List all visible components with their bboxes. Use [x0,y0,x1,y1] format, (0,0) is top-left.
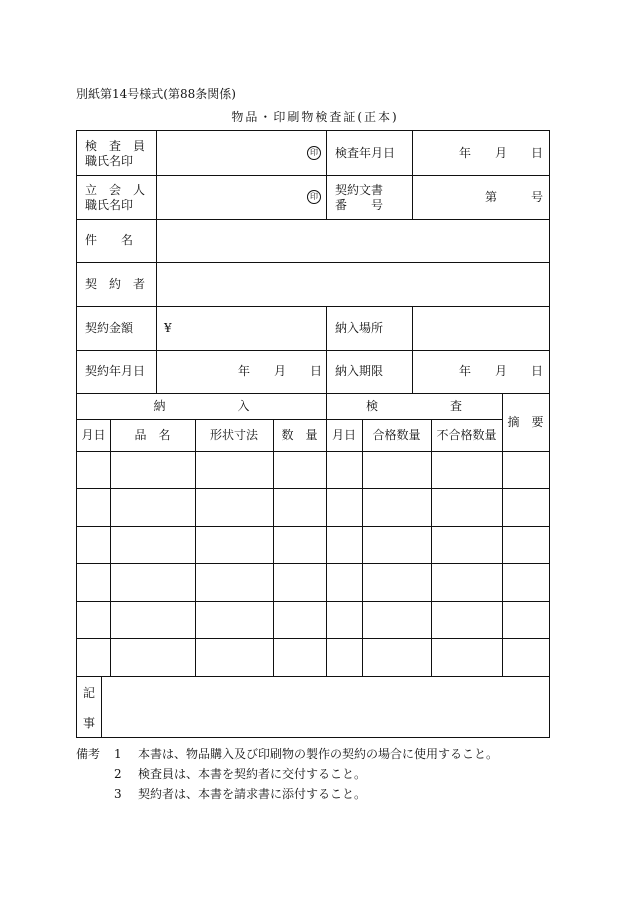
remarks-field[interactable] [102,677,549,737]
inspection-form [76,130,550,738]
col-header-date: 月日 [81,428,106,442]
month-label: 月 [494,146,507,160]
summary-header: 摘 要 [507,415,544,429]
day-label: 日 [530,146,543,160]
day-label: 日 [309,364,322,378]
delivery-place-label: 納入場所 [335,321,384,335]
contract-date-label: 契約年月日 [85,364,146,378]
contract-amount-label: 契約金額 [85,321,134,335]
note-number: 2 [114,767,122,781]
table-row[interactable] [77,452,549,488]
subject-label: 件 名 [85,233,134,247]
contractor-label: 契 約 者 [85,277,146,291]
inspector-field[interactable] [157,132,307,174]
number-suffix: 号 [530,190,543,204]
contract-date-field[interactable] [238,364,322,378]
contract-amount-field[interactable] [177,307,325,350]
contract-doc-label: 契約文書 [335,183,384,197]
col-divider [156,306,157,393]
seal-icon: 印 [307,146,321,160]
col-header-inspection-date: 月日 [331,428,356,442]
inspector-name-seal-label: 職氏名印 [85,154,134,168]
row-divider [77,393,549,394]
remarks-label-top: 記 [83,686,96,700]
col-header-dimensions: 形状寸法 [209,428,258,442]
year-label: 年 [459,364,472,378]
note-item [76,764,498,784]
inspector-label: 検 査 員 [85,139,146,153]
note-item [76,744,498,764]
delivery-deadline-field[interactable] [459,364,543,378]
inspection-group-header: 検 査 [365,399,462,413]
month-label: 月 [494,364,507,378]
notes-section [76,744,498,804]
table-row[interactable] [77,602,549,638]
notes-label: 備考 [76,747,101,761]
delivery-place-field[interactable] [413,307,549,350]
contractor-field[interactable] [157,263,549,306]
form-reference: 別紙第14号様式(第88条関係) [76,87,236,101]
year-label: 年 [459,146,472,160]
col-header-item-name: 品 名 [134,428,171,442]
page-title: 物品・印刷物検査証(正本) [231,110,399,124]
witness-label: 立 会 人 [85,183,146,197]
table-row[interactable] [77,639,549,676]
note-text: 契約者は、本書を請求書に添付すること。 [138,787,367,801]
contract-doc-number-label: 番 号 [335,198,384,212]
note-number: 1 [114,747,122,761]
number-prefix: 第 [485,190,498,204]
col-header-rejected-quantity: 不合格数量 [436,428,497,442]
col-divider [412,131,413,219]
note-number: 3 [114,787,122,801]
delivery-deadline-label: 納入期限 [335,364,384,378]
col-header-passed-quantity: 合格数量 [372,428,421,442]
col-divider [326,306,327,393]
col-divider [326,131,327,219]
remarks-label-bottom: 事 [83,716,96,730]
month-label: 月 [273,364,286,378]
note-item [76,784,498,804]
table-row[interactable] [77,489,549,526]
col-header-quantity: 数 量 [281,428,318,442]
table-row[interactable] [77,564,549,601]
delivery-group-header: 納 入 [153,399,250,413]
inspection-date-field[interactable] [459,146,543,160]
row-divider [77,419,502,420]
seal-icon: 印 [307,190,321,204]
note-text: 本書は、物品購入及び印刷物の製作の契約の場合に使用すること。 [138,747,499,761]
subject-field[interactable] [157,220,549,262]
inspection-date-label: 検査年月日 [335,146,396,160]
row-divider [77,350,549,351]
year-label: 年 [238,364,251,378]
contract-doc-number-field[interactable] [485,190,543,204]
witness-name-seal-label: 職氏名印 [85,198,134,212]
witness-field[interactable] [157,176,307,218]
note-text: 検査員は、本書を契約者に交付すること。 [138,767,367,781]
row-divider [77,175,549,176]
table-row[interactable] [77,527,549,563]
yen-sign: ¥ [164,321,172,335]
day-label: 日 [530,364,543,378]
